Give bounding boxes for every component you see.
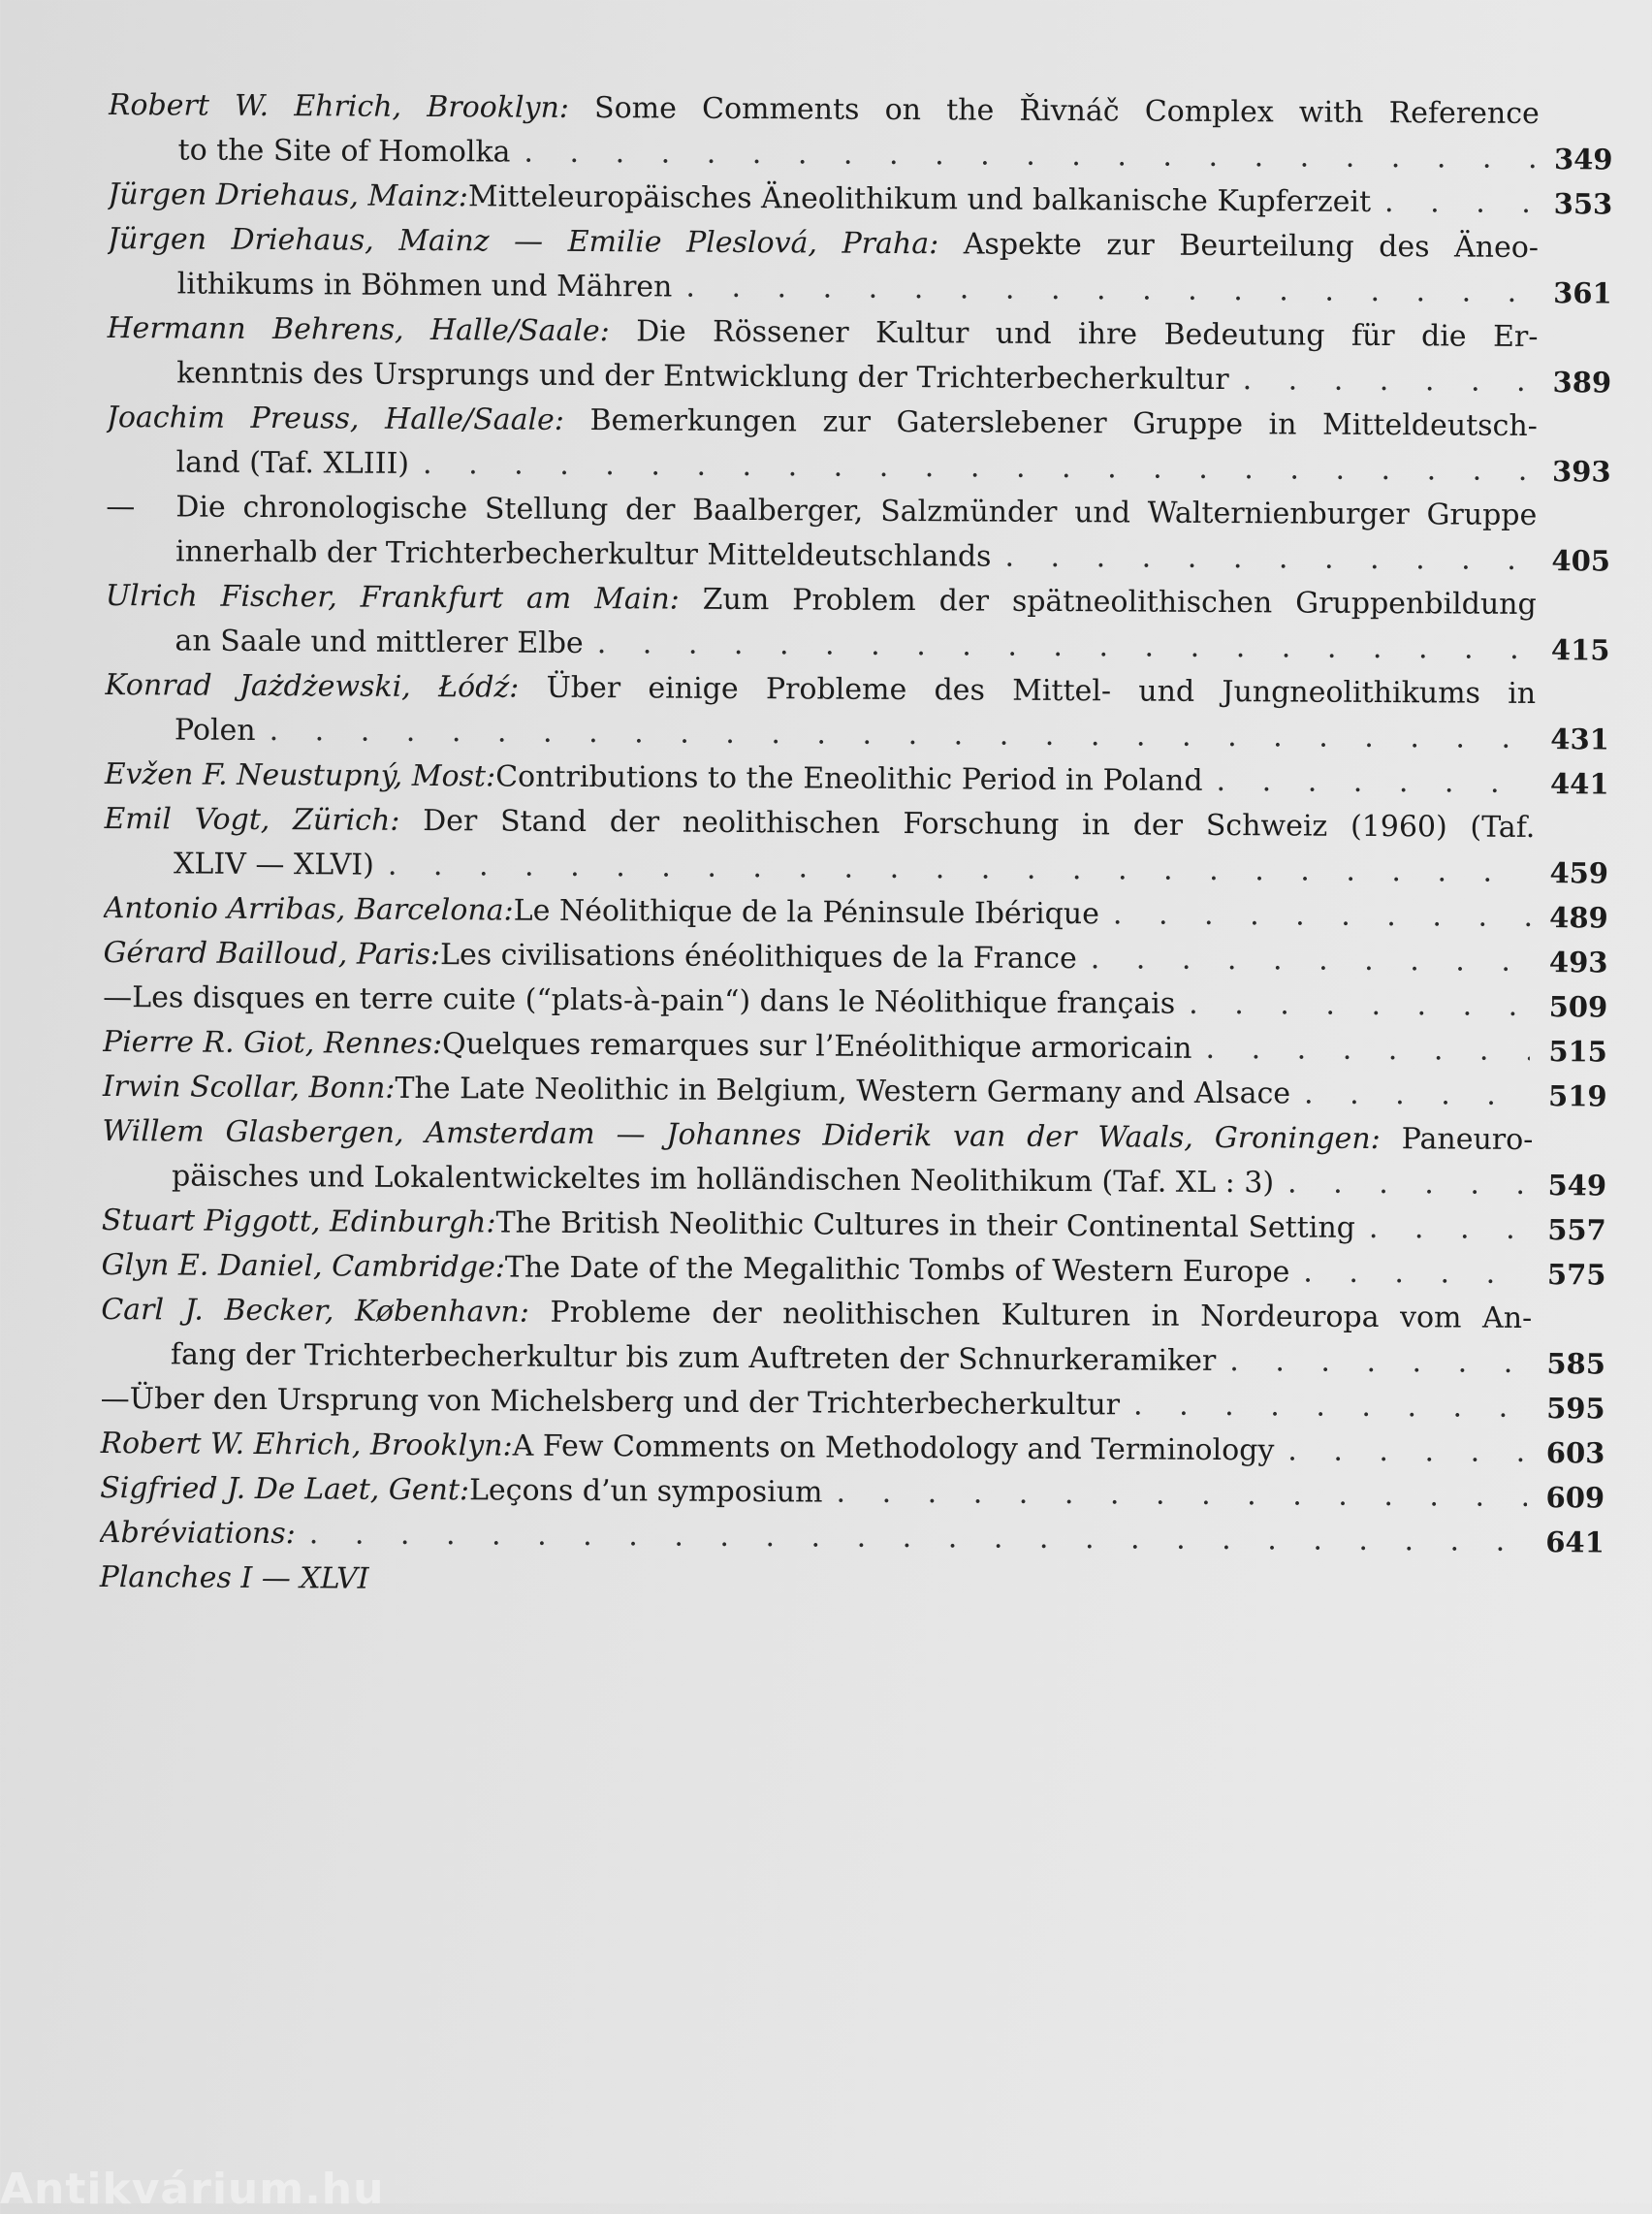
toc-page-number: 641	[1545, 1525, 1604, 1559]
toc-page-number: 361	[1553, 276, 1612, 310]
toc-author: Irwin Scollar, Bonn:	[102, 1069, 396, 1106]
toc-author: Robert W. Ehrich, Brooklyn:	[100, 1426, 513, 1463]
toc-author: Gérard Bailloud, Paris:	[103, 935, 441, 973]
dot-leader	[1384, 180, 1535, 226]
toc-page-number: 493	[1548, 946, 1608, 979]
toc-title-text: Polen	[174, 713, 256, 748]
dot-leader	[423, 442, 1534, 494]
toc-entry	[105, 663, 1610, 761]
toc-page-number: 459	[1549, 856, 1609, 890]
toc-author: Hermann Behrens, Halle/Saale:	[107, 310, 610, 349]
dot-leader	[1113, 892, 1531, 940]
toc-author: Jürgen Driehaus, Mainz — Emilie Pleslová, Praha:	[107, 221, 939, 262]
toc-title-text: Der Stand der neolithischen Forschung in der Schweiz (1960) (Taf.	[423, 803, 1536, 846]
dot-leader	[1133, 1383, 1528, 1429]
toc-entry	[107, 217, 1612, 315]
toc-page-number: 353	[1553, 187, 1613, 221]
toc-title-text: The Date of the Megalithic Tombs of Western Europe	[504, 1250, 1290, 1290]
toc-author: Abréviations:	[99, 1515, 296, 1552]
toc-title-text: XLIV — XLVI)	[173, 847, 374, 882]
toc-author: Konrad Jażdżewski, Łódź:	[105, 667, 520, 705]
toc-title-text: innerhalb der Trichterbecherkultur Mitteldeutschlands	[175, 534, 992, 574]
toc-page-number: 557	[1547, 1213, 1606, 1247]
toc-author: Planches I — XLVI	[99, 1559, 369, 1596]
toc-entry	[106, 485, 1611, 583]
toc-entry	[108, 83, 1613, 181]
dot-leader	[1189, 982, 1530, 1029]
ditto-dash: —	[103, 979, 133, 1015]
toc-author: Evžen F. Neustupný, Most:	[104, 756, 496, 794]
toc-title-text: Über einige Probleme des Mittel- und Jungneolithikums in	[546, 670, 1537, 712]
dot-leader	[269, 709, 1532, 761]
dot-leader	[597, 622, 1533, 672]
toc-author: Jürgen Driehaus, Mainz:	[108, 176, 469, 214]
toc-title-text: Leçons d’un symposium	[468, 1473, 823, 1510]
dot-leader	[1091, 937, 1531, 984]
dot-leader	[524, 131, 1535, 181]
dot-leader	[1303, 1251, 1528, 1297]
toc-page-number: 595	[1546, 1392, 1605, 1426]
toc-title-text: Quelques remarques sur l’Enéolithique armoricain	[442, 1027, 1192, 1066]
toc-title-text: Die chronologische Stellung der Baalberger, Salzmünder und Walternienburger Gruppe	[175, 490, 1538, 533]
toc-title-text: Aspekte zur Beurteilung des Äneo-	[963, 227, 1540, 266]
toc-page-number: 609	[1545, 1481, 1605, 1515]
toc-title-text: The Late Neolithic in Belgium, Western Germany and Alsace	[395, 1071, 1291, 1111]
dot-leader	[1369, 1206, 1529, 1252]
toc-author: Pierre R. Giot, Rennes:	[102, 1024, 443, 1062]
ditto-dash: —	[100, 1381, 130, 1417]
watermark: Antikvárium.hu	[0, 2165, 385, 2214]
toc-title-text: Bemerkungen zur Gaterslebener Gruppe in Mitteldeutsch-	[589, 403, 1538, 444]
toc-title-text: to the Site of Homolka	[177, 133, 511, 170]
toc-author: Ulrich Fischer, Frankfurt am Main:	[105, 578, 680, 617]
toc-page-number: 389	[1552, 366, 1612, 400]
dot-leader	[1205, 1027, 1530, 1074]
dot-leader	[1304, 1073, 1530, 1118]
toc-title-text: Paneuro-	[1401, 1122, 1534, 1157]
table-of-contents	[99, 83, 1613, 1609]
toc-title-text: kenntnis des Ursprungs und der Entwicklung der Trichterbecherkultur	[176, 356, 1229, 398]
toc-title-text: The British Neolithic Cultures in their Continental Setting	[495, 1205, 1356, 1245]
toc-entry	[101, 1288, 1606, 1386]
toc-author: Willem Glasbergen, Amsterdam — Johannes Diderik van der Waals, Groningen:	[102, 1113, 1381, 1157]
toc-page-number: 431	[1550, 722, 1610, 756]
dot-leader	[1287, 1428, 1527, 1475]
toc-title-text: Probleme der neolithischen Kulturen in Nordeuropa vom An-	[550, 1295, 1533, 1335]
dot-leader	[1004, 535, 1533, 583]
dot-leader	[685, 266, 1535, 315]
toc-title-text: Le Néolithique de la Péninsule Ibérique	[513, 893, 1100, 932]
toc-page-number: 515	[1548, 1035, 1608, 1069]
toc-author: Robert W. Ehrich, Brooklyn:	[108, 87, 570, 125]
toc-page-number: 603	[1545, 1436, 1605, 1470]
toc-title-text: an Saale und mittlerer Elbe	[175, 624, 584, 661]
toc-title-text: A Few Comments on Methodology and Terminology	[512, 1428, 1275, 1468]
toc-page-number: 519	[1547, 1079, 1607, 1113]
toc-page-number: 405	[1551, 544, 1611, 578]
toc-author: Stuart Piggott, Edinburgh:	[101, 1203, 496, 1240]
toc-page-number: 415	[1550, 633, 1610, 667]
toc-title-text: Die Rössener Kultur und ihre Bedeutung für die Er-	[636, 314, 1539, 355]
toc-title-text: Les civilisations énéolithiques de la France	[439, 938, 1077, 977]
toc-page-number: 549	[1547, 1169, 1607, 1203]
dot-leader	[1242, 358, 1534, 404]
ditto-dash: —	[106, 489, 136, 525]
toc-title-text: Zum Problem der spätneolithischen Gruppenbildung	[702, 582, 1537, 623]
toc-entry-line-last	[99, 1556, 1530, 1609]
toc-entry	[105, 574, 1610, 672]
toc-title-text: land (Taf. XLIII)	[175, 445, 410, 481]
toc-page-number: 393	[1551, 455, 1611, 489]
toc-entry	[107, 306, 1612, 404]
toc-title-text: Mitteleuropäisches Äneolithikum und balkanische Kupferzeit	[467, 179, 1372, 219]
toc-author: Antonio Arribas, Barcelona:	[103, 890, 514, 928]
toc-title-text: Contributions to the Eneolithic Period in Poland	[495, 759, 1203, 798]
dot-leader	[388, 844, 1531, 895]
dot-leader	[836, 1471, 1527, 1520]
toc-author: Glyn E. Daniel, Cambridge:	[101, 1247, 505, 1285]
toc-page-number: 509	[1548, 990, 1608, 1024]
toc-title-text: Les disques en terre cuite (“plats-à-pain“) dans le Néolithique français	[132, 980, 1176, 1021]
dot-leader	[1229, 1339, 1528, 1386]
dot-leader	[1287, 1161, 1529, 1207]
toc-author: Emil Vogt, Zürich:	[104, 801, 400, 838]
toc-author: Carl J. Becker, København:	[101, 1292, 529, 1330]
toc-entry	[99, 1556, 1530, 1609]
toc-title-text: Über den Ursprung von Michelsberg und der Trichterbecherkultur	[129, 1382, 1121, 1423]
toc-page-number: 441	[1549, 767, 1609, 801]
toc-title-text: päisches und Lokalentwickeltes im holländischen Neolithikum (Taf. XL : 3)	[172, 1159, 1275, 1201]
toc-page-number: 489	[1549, 901, 1608, 935]
toc-author: Joachim Preuss, Halle/Saale:	[106, 400, 565, 437]
dot-leader	[309, 1512, 1527, 1564]
toc-page-number: 349	[1553, 143, 1613, 176]
toc-page-number: 585	[1546, 1347, 1606, 1381]
toc-entry	[102, 1109, 1607, 1207]
toc-title-text: lithikums in Böhmen und Mähren	[176, 267, 673, 305]
toc-author: Sigfried J. De Laet, Gent:	[100, 1470, 470, 1508]
toc-page-number: 575	[1546, 1258, 1606, 1292]
toc-entry	[106, 396, 1611, 494]
toc-title-text: Some Comments on the Řivnáč Complex with Reference	[593, 91, 1540, 132]
toc-entry	[104, 797, 1609, 895]
dot-leader	[1216, 759, 1531, 806]
toc-title-text: fang der Trichterbecherkultur bis zum Auftreten der Schnurkeramiker	[170, 1337, 1217, 1379]
